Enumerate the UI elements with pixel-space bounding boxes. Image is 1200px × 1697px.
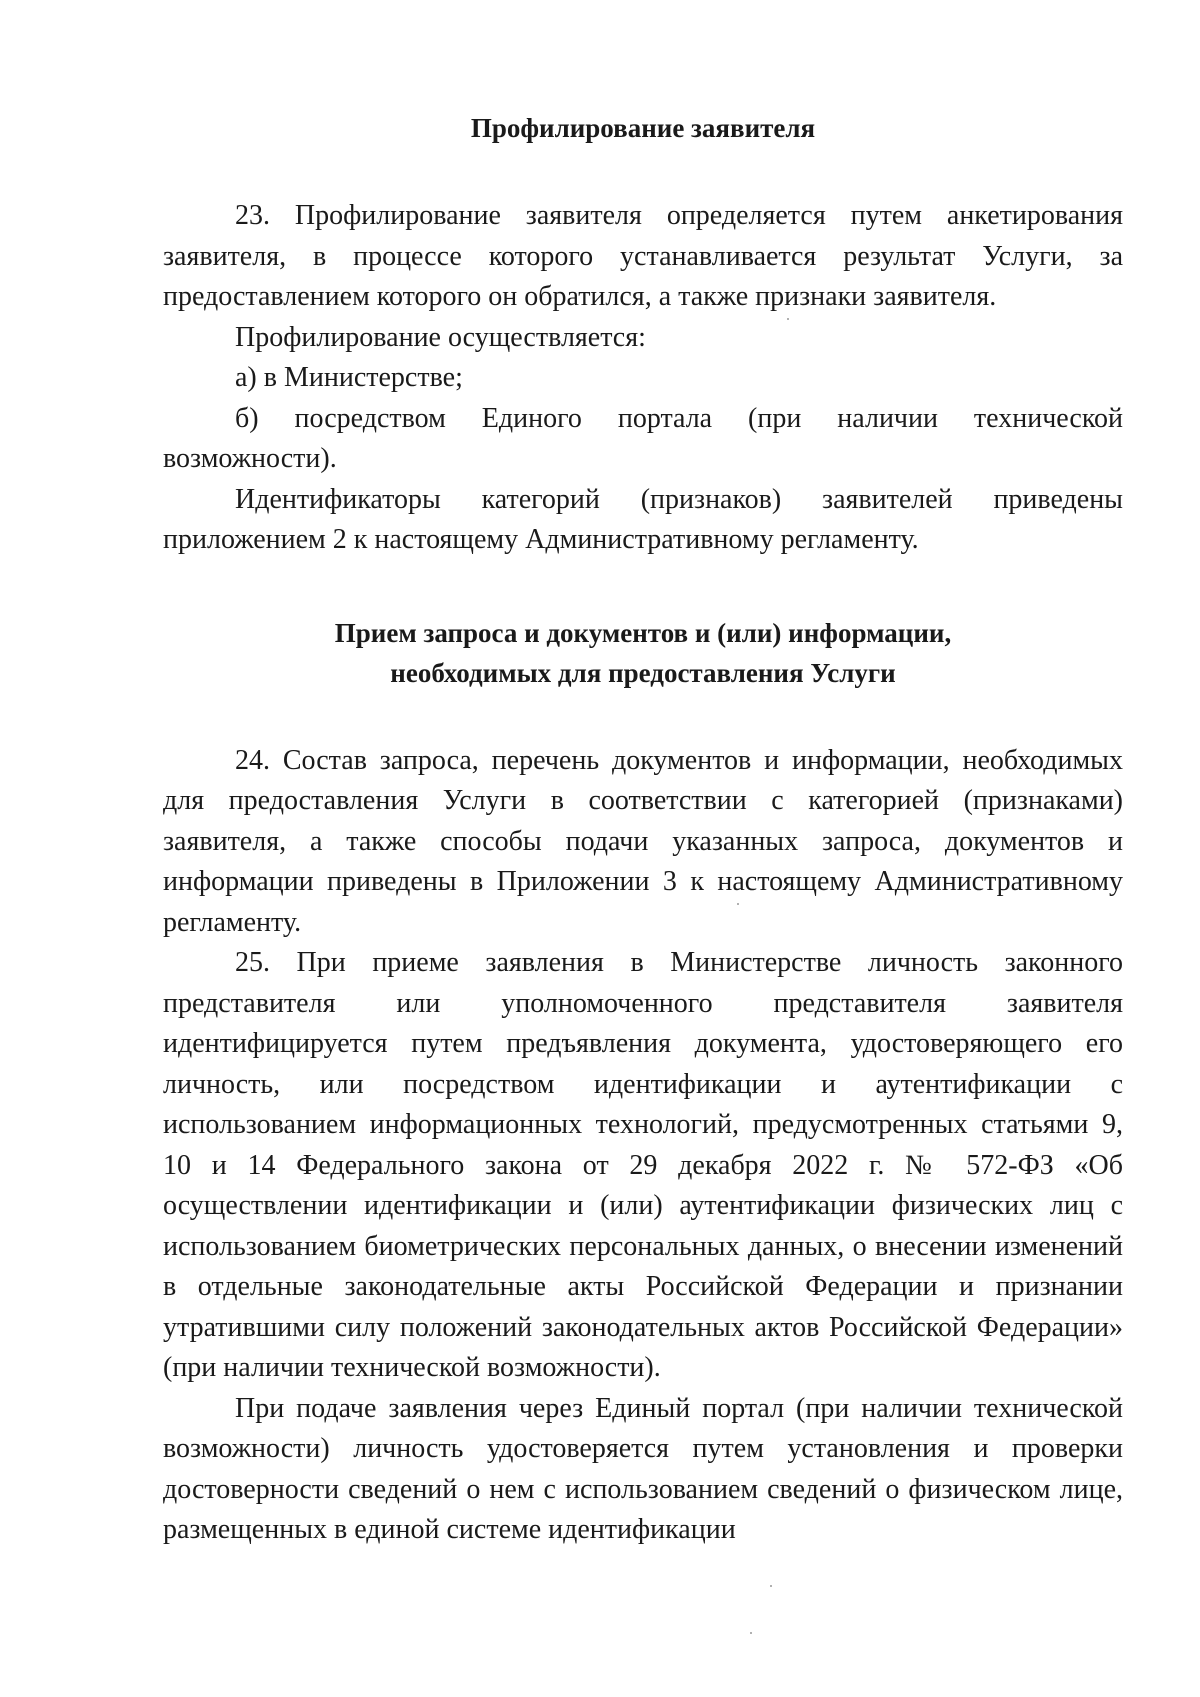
paragraph-profiling-methods: Профилирование осуществляется: bbox=[235, 321, 646, 353]
paragraph-25: 25. При приеме заявления в Министерстве личность законного представителя или уполномоченного представителя заявителя идентифицируется путем предъявления документа, удостоверяющего его личность, или посредством идентификации и аутентификации с использованием информационных технологий, предусмотренных статьями 9, 10 и 14 Федерального закона от 29 декабря 2022 г. № 572-ФЗ «Об осуществлении идентификации и (или) аутентификации физических лиц с использованием биометрических персональных данных, о внесении изменений в отдельные законодательные акты Российской Федерации и признании утратившими силу положений законодательных актов Российской Федерации» (при наличии технической возможности). bbox=[163, 947, 1123, 1383]
section-title-request-line-1: Прием запроса и документов и (или) информации, bbox=[334, 617, 952, 648]
scan-artifact bbox=[737, 903, 739, 905]
paragraph-portal-identification: При подаче заявления через Единый портал (при наличии технической возможности) личность удостоверяется путем установления и проверки достоверности сведений о нем с использованием сведений о физическом лице, размещенных в единой системе идентификации bbox=[163, 1392, 1123, 1545]
paragraph-24: 24. Состав запроса, перечень документов и информации, необходимых для предоставления Услуги в соответствии с категорией (признаками) заявителя, а также способы подачи указанных запроса, документов и информации приведены в Приложении 3 к настоящему Административному регламенту. bbox=[163, 744, 1123, 938]
section-title-profiling: Профилирование заявителя bbox=[470, 113, 816, 143]
paragraph-identifiers: Идентификаторы категорий (признаков) заявителей приведены приложением 2 к настоящему Административному регламенту. bbox=[163, 483, 1123, 555]
scan-artifact bbox=[787, 318, 789, 320]
paragraph-23: 23. Профилирование заявителя определяется путем анкетирования заявителя, в процессе которого устанавливается результат Услуги, за предоставлением которого он обратился, а также признаки заявителя. bbox=[163, 200, 1123, 312]
section-title-request-line-2: необходимых для предоставления Услуги bbox=[390, 657, 896, 688]
scan-artifact bbox=[750, 1632, 752, 1634]
document-body bbox=[163, 108, 1123, 1551]
scan-artifact bbox=[770, 1585, 772, 1587]
list-item-b: б) посредством Единого портала (при наличии технической возможности). bbox=[163, 402, 1123, 474]
list-item-a: а) в Министерстве; bbox=[235, 362, 463, 393]
section-title-request bbox=[163, 613, 1123, 693]
